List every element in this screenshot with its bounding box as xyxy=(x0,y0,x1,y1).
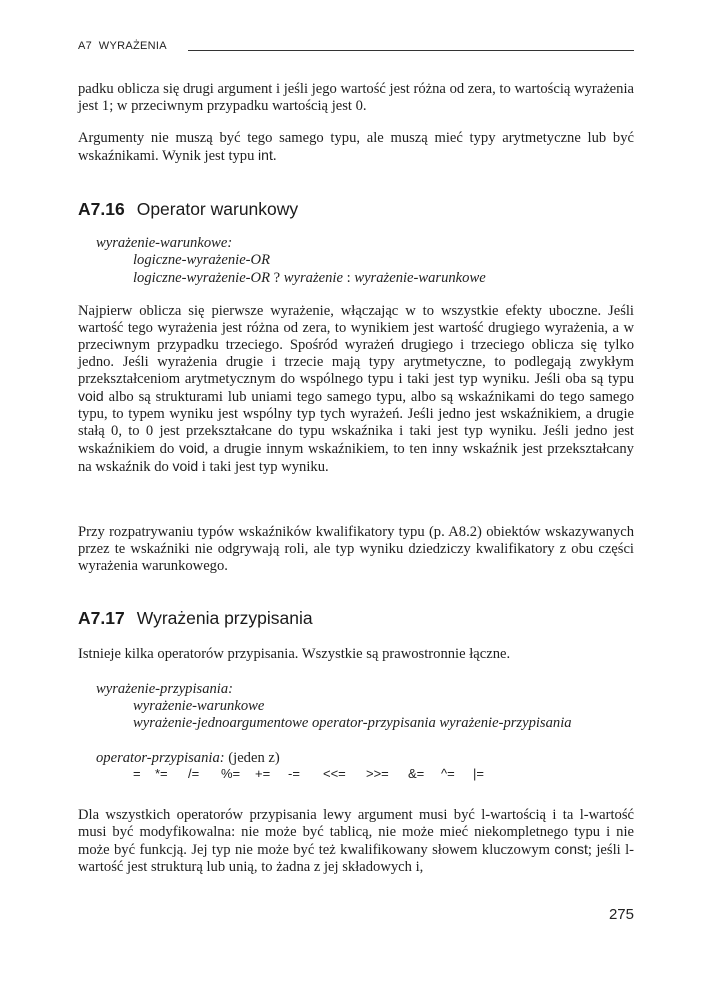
section-number: A7.17 xyxy=(78,608,125,628)
grammar-alt-1: wyrażenie-warunkowe xyxy=(133,698,265,714)
paragraph-intro-2: Argumenty nie muszą być tego samego typu, ale muszą mieć typy arytmetyczne lub być wskaźnikami. Wynik jest typu int. xyxy=(78,130,634,164)
grammar-lhs-conditional: wyrażenie-warunkowe: xyxy=(96,235,233,251)
operator: *= xyxy=(155,766,168,781)
section-heading-a716 xyxy=(78,199,298,220)
paragraph-assignment-rules: Dla wszystkich operatorów przypisania lewy argument musi być l-wartością i ta l-wartość musi być modyfikowalna: nie może być tablicą, nie może mieć niekompletnego typu i nie może być funkcją. Jej typ nie może być też kwalifikowany słowem kluczowym const; jeśli l-wartość jest strukturą lub unią, to żadna z jej składowych i, xyxy=(78,807,635,875)
operator: += xyxy=(255,766,271,781)
operator: = xyxy=(133,766,141,781)
paragraph-conditional-1: Najpierw oblicza się pierwsze wyrażenie, włączając w to wszystkie efekty uboczne. Jeśli wartość tego wyrażenia jest różna od zera, to wynikiem jest wartość drugiego wyrażenia, a w przeciwnym przypadku trzeciego. Spośród wyrażeń drugiego i trzeciego oblicza się tylko jedno. Jeśli wyrażenia drugie i trzecie mają typy arytmetyczne, to podlegają zwykłym przekształceniom arytmetycznym do wspólnego typu i taki jest typ wyniku. Jeśli oba są typu void albo są strukturami lub uniami tego samego typu, albo są wskaźnikami do tego samego typu, to typem wyniku jest wspólny typ tych wyrażeń. Jeśli jedno jest wskaźnikiem, a drugie stałą 0, to 0 jest przekształcane do typu wskaźnika i taki jest typ wyniku. Jeśli jedno jest wskaźnikiem do void, a drugie innym wskaźnikiem, to ten inny wskaźnik jest przekształcany na wskaźnik do void i taki jest typ wyniku. xyxy=(78,303,634,475)
operator: >>= xyxy=(366,766,389,781)
operator: -= xyxy=(288,766,300,781)
operator: %= xyxy=(221,766,241,781)
grammar-alt-2: wyrażenie-jednoargumentowe operator-przypisania wyrażenie-przypisania xyxy=(133,715,572,731)
section-number: A7.16 xyxy=(78,199,125,219)
code-int: int xyxy=(258,147,273,163)
running-head-text: A7 WYRAŻENIA xyxy=(78,40,167,52)
operator-list xyxy=(133,766,513,784)
page-number: 275 xyxy=(608,906,634,923)
grammar-lhs-assignment: wyrażenie-przypisania: xyxy=(96,681,234,697)
section-title: Wyrażenia przypisania xyxy=(136,608,313,628)
running-head-rule xyxy=(188,50,634,51)
operator: <<= xyxy=(323,766,346,781)
grammar-alt-1: logiczne-wyrażenie-OR xyxy=(133,252,270,268)
section-heading-a717 xyxy=(78,608,313,629)
section-title: Operator warunkowy xyxy=(136,199,299,219)
code-void: void xyxy=(178,440,205,456)
operator: ^= xyxy=(441,766,455,781)
paragraph-intro-1: padku oblicza się drugi argument i jeśli jego wartość jest różna od zera, to wartością wyrażenia jest 1; w przeciwnym przypadku wartością jest 0. xyxy=(78,81,634,114)
running-head xyxy=(78,40,634,54)
grammar-alt-2: logiczne-wyrażenie-OR ? wyrażenie : wyrażenie-warunkowe xyxy=(133,270,486,286)
paragraph-conditional-2: Przy rozpatrywaniu typów wskaźników kwalifikatory typu (p. A8.2) obiektów wskazywanych przez te wskaźniki nie odgrywają roli, ale typ wyniku dziedziczy kwalifikatory z obu części wyrażenia warunkowego. xyxy=(78,524,634,574)
code-void: void xyxy=(78,388,104,404)
operator: /= xyxy=(188,766,200,781)
grammar-lhs-operator: operator-przypisania: (jeden z) xyxy=(96,750,280,766)
paragraph-assignment-intro: Istnieje kilka operatorów przypisania. Wszystkie są prawostronnie łączne. xyxy=(78,646,511,662)
operator: |= xyxy=(473,766,484,781)
operator: &= xyxy=(408,766,425,781)
code-const: const xyxy=(554,841,588,857)
code-void: void xyxy=(172,458,199,474)
